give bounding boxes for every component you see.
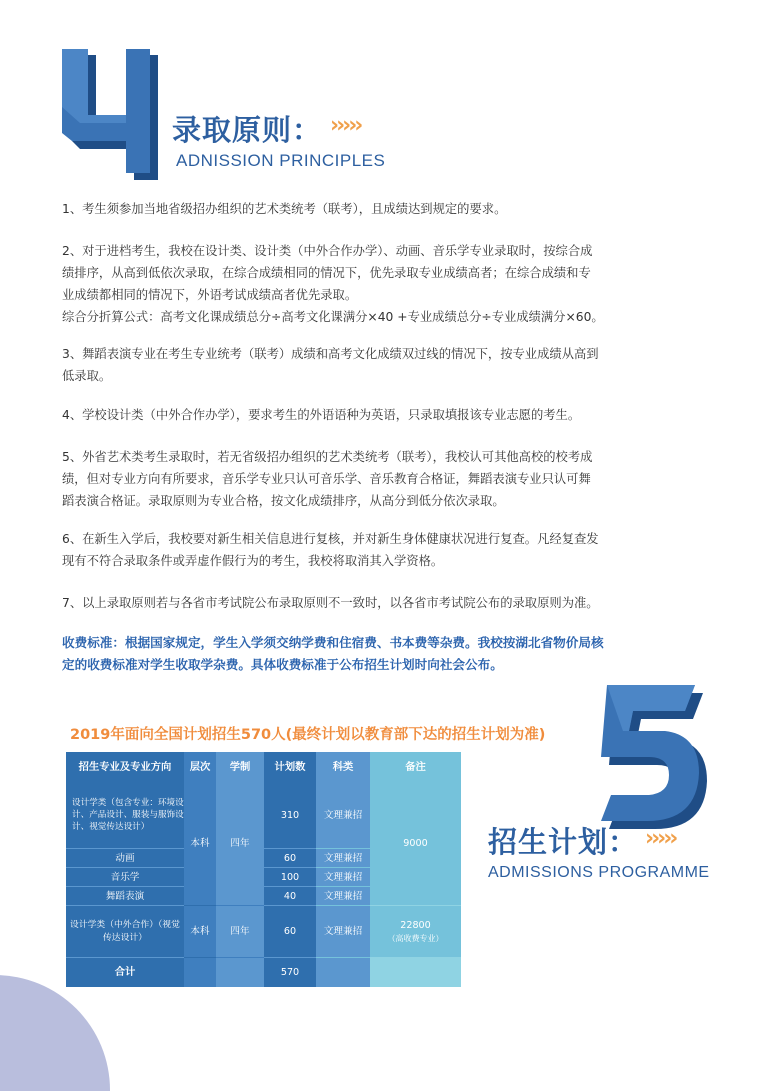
principle-paragraph-6 [62,528,652,572]
paragraph-line: 4、学校设计类（中外合作办学），要求考生的外语语种为英语，只录取填报该专业志愿的考生。 [62,408,581,422]
table-cell-category-animation: 文理兼招 [316,848,370,867]
section-5-numeral-graphic [595,683,710,833]
section-4-title-en: ADNISSION PRINCIPLES [176,151,386,170]
paragraph-line: 3、舞蹈表演专业在考生专业统考（联考）成绩和高考文化成绩双过线的情况下，按专业成绩从高到 [62,347,599,361]
fee-standard-note [62,632,642,676]
table-cell-level-empty [184,957,216,987]
table-cell-count-music: 100 [264,867,316,886]
table-cell-total-label: 合计 [66,957,184,987]
table-cell-major-coop: 设计学类（中外合作）（视觉传达设计） [66,905,184,957]
formula-line: 综合分折算公式：高考文化课成绩总分÷高考文化课满分×40 +专业成绩总分÷专业成绩满分×60。 [62,310,604,324]
section-4-chevrons: ››››› [330,113,361,138]
section-4-numeral-graphic [50,45,170,180]
paragraph-line: 7、以上录取原则若与各省市考试院公布录取原则不一致时，以各省市考试院公布的录取原则为准。 [62,596,599,610]
table-header-years: 学制 [216,752,264,782]
paragraph-line: 绩排序，从高到低依次录取，在综合成绩相同的情况下，优先录取专业成绩高者；在综合成绩和专 [62,266,591,280]
table-cell-count-dance: 40 [264,886,316,905]
plan-table-title: 2019年面向全国计划招生570人(最终计划以教育部下达的招生计划为准) [70,727,546,743]
principle-paragraph-5 [62,446,652,512]
paragraph-line: 蹈表演合格证。录取原则为专业合格，按文化成绩排序，从高分到低分依次录取。 [62,494,505,508]
table-cell-remark-empty [370,957,461,987]
paragraph-line: 业成绩都相同的情况下，外语考试成绩高者优先录取。 [62,288,358,302]
principle-paragraph-7 [62,592,652,614]
table-cell-years-empty [216,957,264,987]
table-cell-category-design: 文理兼招 [316,782,370,848]
principle-paragraph-2 [62,240,652,328]
table-cell-years-2: 四年 [216,905,264,957]
section-5-title-cn: 招生计划： [488,825,639,859]
table-cell-category-coop: 文理兼招 [316,905,370,957]
table-cell-years-1: 四年 [216,782,264,905]
table-header-remark: 备注 [370,752,461,782]
paragraph-line: 现有不符合录取条件或弄虚作假行为的考生，我校将取消其入学资格。 [62,554,444,568]
table-cell-major-design: 设计学类（包含专业：环境设计、产品设计、服装与服饰设计、视觉传达设计） [66,782,184,848]
section-4-title-cn: 录取原则： [172,113,323,147]
fee-note-line: 定的收费标准对学生收取学杂费。具体收费标准于公布招生计划时向社会公布。 [62,657,503,672]
table-cell-count-animation: 60 [264,848,316,867]
paragraph-line: 1、考生须参加当地省级招办组织的艺术类统考（联考），且成绩达到规定的要求。 [62,202,507,216]
table-cell-remark-2 [370,905,461,957]
paragraph-line: 2、对于进档考生，我校在设计类、设计类（中外合作办学）、动画、音乐学专业录取时，按综合成 [62,244,593,258]
table-cell-major-dance: 舞蹈表演 [66,886,184,905]
table-header-category: 科类 [316,752,370,782]
table-header-count: 计划数 [264,752,316,782]
decorative-corner-circle [0,975,110,1091]
table-cell-remark-1: 9000 [370,782,461,905]
principle-paragraph-1 [62,198,652,220]
table-header-level: 层次 [184,752,216,782]
principle-paragraph-3 [62,343,652,387]
table-cell-category-music: 文理兼招 [316,867,370,886]
remark-2-value: 22800 [400,919,431,931]
principle-paragraph-4 [62,404,652,426]
table-cell-count-coop: 60 [264,905,316,957]
table-cell-level-2: 本科 [184,905,216,957]
table-cell-count-design: 310 [264,782,316,848]
section-5-chevrons: ››››› [645,826,676,851]
table-cell-level-1: 本科 [184,782,216,905]
paragraph-line: 6、在新生入学后，我校要对新生相关信息进行复核，并对新生身体健康状况进行复查。凡经复查发 [62,532,599,546]
table-cell-count-total: 570 [264,957,316,987]
section-5-title-en: ADMISSIONS PROGRAMME [488,864,710,881]
paragraph-line: 绩，但对专业方向有所要求，音乐学专业只认可音乐学、音乐教育合格证，舞蹈表演专业只认可舞 [62,472,591,486]
table-cell-category-empty [316,957,370,987]
table-header-major: 招生专业及专业方向 [66,752,184,782]
table-cell-major-music: 音乐学 [66,867,184,886]
table-cell-major-animation: 动画 [66,848,184,867]
fee-note-line: 收费标准：根据国家规定，学生入学须交纳学费和住宿费、书本费等杂费。我校按湖北省物价局核 [62,635,604,650]
paragraph-line: 低录取。 [62,369,112,383]
table-cell-category-dance: 文理兼招 [316,886,370,905]
paragraph-line: 5、外省艺术类考生录取时，若无省级招办组织的艺术类统考（联考），我校认可其他高校的校考成 [62,450,593,464]
remark-2-note: （高收费专业） [387,933,444,943]
plan-table [66,752,461,987]
